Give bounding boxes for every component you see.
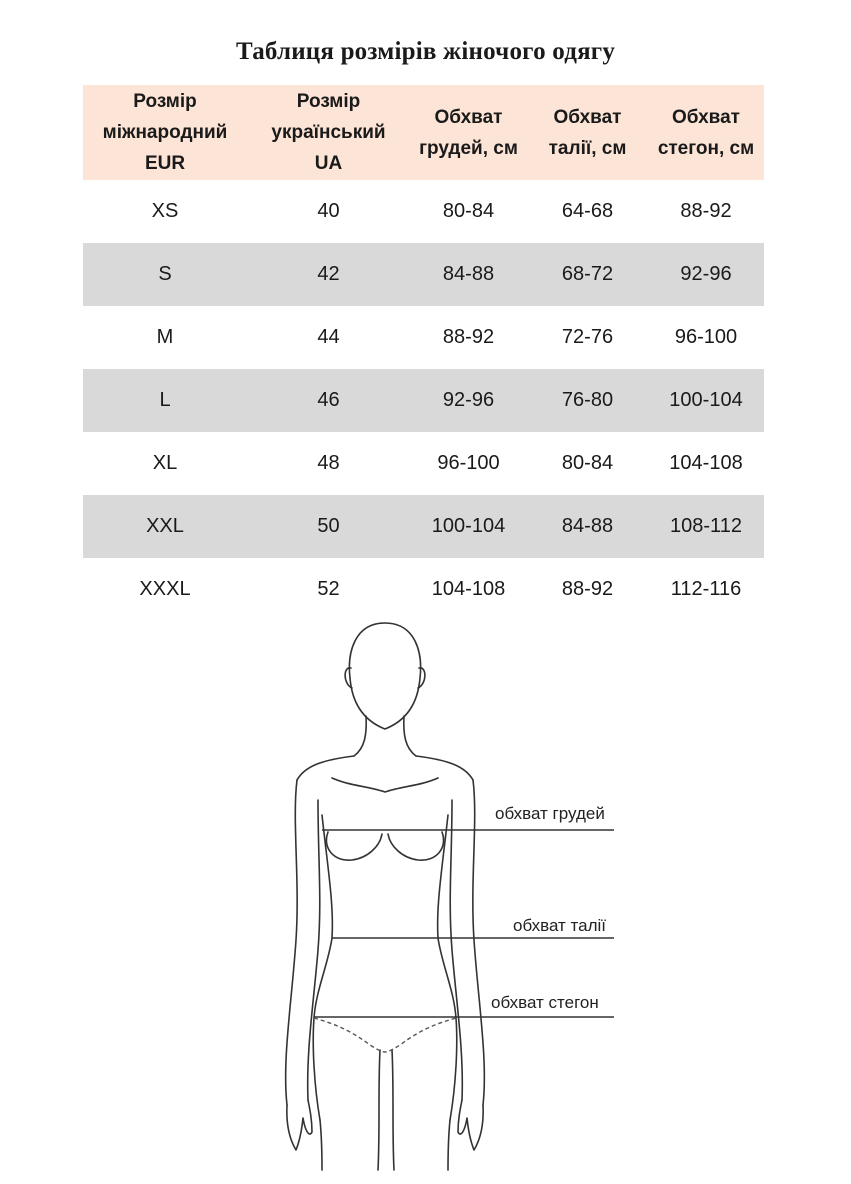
torso-right xyxy=(438,815,457,1120)
size-table xyxy=(83,85,764,621)
cell-hips: 104-108 xyxy=(669,452,743,474)
neck-right xyxy=(404,716,416,756)
header-line: український xyxy=(271,122,386,143)
header-line: Обхват xyxy=(434,106,503,128)
cell-bust: 88-92 xyxy=(442,326,495,348)
cell-eur: M xyxy=(156,326,174,348)
cell-hips: 96-100 xyxy=(674,326,738,348)
table-row xyxy=(83,558,764,621)
right-ear xyxy=(418,668,425,688)
cell-hips: 112-116 xyxy=(670,578,742,600)
cell-ua: 46 xyxy=(247,369,410,432)
cell-ua: 50 xyxy=(247,495,410,558)
header-eur-size xyxy=(83,85,247,180)
cell-eur: XXXL xyxy=(139,578,191,600)
header-line: Обхват xyxy=(553,106,622,128)
header-line: Обхват xyxy=(672,106,740,128)
table-row xyxy=(83,495,764,558)
cell-waist: 88-92 xyxy=(561,578,614,600)
cell-bust: 100-104 xyxy=(410,495,527,558)
cell-bust: 80-84 xyxy=(442,200,495,222)
header-line: стегон, см xyxy=(657,137,755,159)
header-line: грудей, см xyxy=(419,137,518,159)
header-line: UA xyxy=(314,153,343,174)
table-row xyxy=(83,432,764,495)
cell-eur: L xyxy=(83,369,247,432)
inner-right-leg xyxy=(392,1050,394,1170)
cell-waist: 68-72 xyxy=(527,243,648,306)
table-row xyxy=(83,306,764,369)
page-title: Таблиця розмірів жіночого одягу xyxy=(235,38,616,65)
cell-hips: 92-96 xyxy=(648,243,764,306)
collarbones xyxy=(332,778,438,792)
cell-eur: XXL xyxy=(83,495,247,558)
cell-bust: 92-96 xyxy=(410,369,527,432)
table-row xyxy=(83,369,764,432)
table-row xyxy=(83,180,764,243)
header-ua-size xyxy=(247,85,410,180)
left-shoulder xyxy=(297,756,354,780)
cell-ua: 52 xyxy=(317,578,340,600)
left-breast xyxy=(326,832,382,860)
cell-hips: 88-92 xyxy=(680,200,732,222)
hips-label: обхват стегон xyxy=(491,993,599,1012)
cell-waist: 64-68 xyxy=(561,200,614,222)
cell-waist: 80-84 xyxy=(561,452,614,474)
cell-ua: 44 xyxy=(317,326,340,348)
left-ear xyxy=(345,668,352,688)
cell-bust: 84-88 xyxy=(410,243,527,306)
right-arm-outer xyxy=(473,780,485,1105)
header-line: талії, см xyxy=(548,137,627,159)
left-leg xyxy=(320,1120,322,1170)
left-arm-outer xyxy=(286,780,298,1105)
bust-label: обхват грудей xyxy=(495,804,605,823)
waist-label: обхват талії xyxy=(513,916,607,935)
right-shoulder xyxy=(416,756,473,780)
underwear-outline xyxy=(314,1018,456,1052)
cell-ua: 48 xyxy=(317,452,340,474)
header-bust xyxy=(410,85,527,180)
cell-bust: 104-108 xyxy=(431,578,506,600)
header-line: Розмір xyxy=(133,91,197,112)
cell-waist: 72-76 xyxy=(561,326,614,348)
header-line: EUR xyxy=(144,153,186,174)
left-hand xyxy=(287,1100,312,1150)
torso-left xyxy=(313,815,332,1120)
cell-hips: 100-104 xyxy=(648,369,764,432)
head-outline xyxy=(349,623,420,729)
cell-ua: 40 xyxy=(317,200,340,222)
right-hand xyxy=(458,1100,483,1150)
cell-waist: 76-80 xyxy=(527,369,648,432)
inner-left-leg xyxy=(378,1050,380,1170)
cell-bust: 96-100 xyxy=(437,452,500,474)
right-breast xyxy=(388,832,444,860)
header-hips xyxy=(648,85,764,180)
cell-eur: S xyxy=(83,243,247,306)
cell-eur: XS xyxy=(151,200,179,222)
cell-eur: XL xyxy=(152,452,178,474)
header-line: Розмір xyxy=(296,91,361,112)
cell-hips: 108-112 xyxy=(648,495,764,558)
header-line: міжнародний xyxy=(102,122,228,143)
left-arm-inner xyxy=(308,800,320,1100)
table-header-row xyxy=(83,85,764,180)
neck-left xyxy=(354,716,366,756)
cell-waist: 84-88 xyxy=(527,495,648,558)
cell-ua: 42 xyxy=(247,243,410,306)
right-arm-inner xyxy=(450,800,462,1100)
table-row xyxy=(83,243,764,306)
header-waist xyxy=(527,85,648,180)
right-leg xyxy=(448,1120,450,1170)
